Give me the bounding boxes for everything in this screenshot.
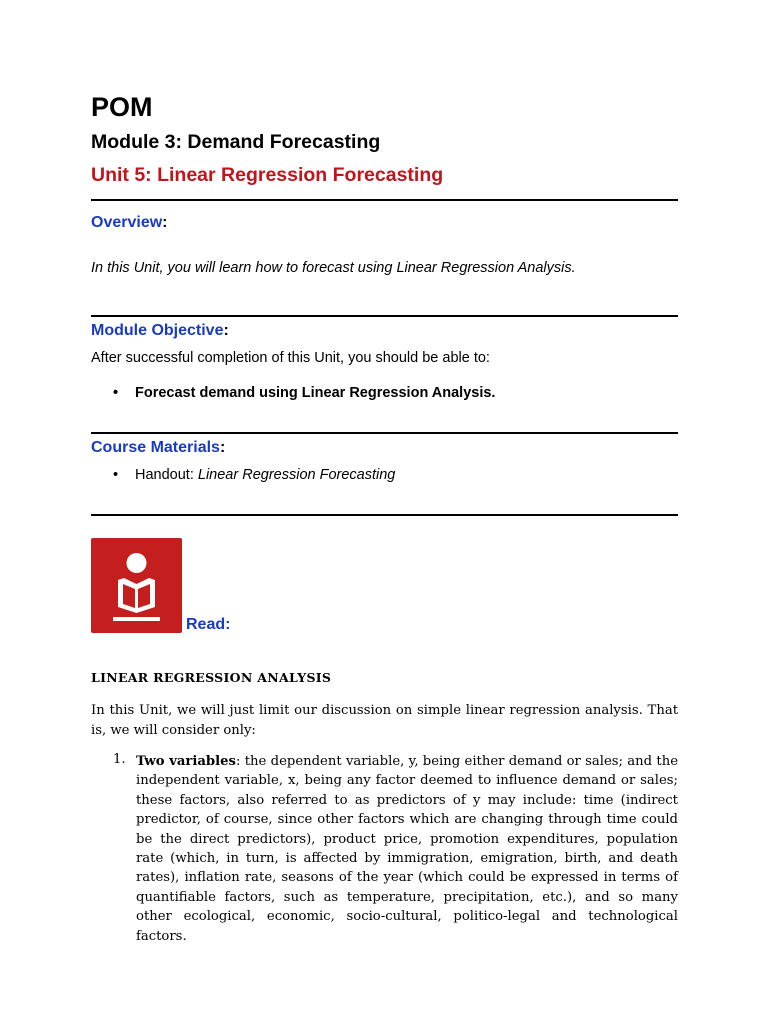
article-heading: LINEAR REGRESSION ANALYSIS — [91, 670, 332, 685]
objective-item: Forecast demand using Linear Regression Analysis. — [135, 385, 496, 401]
bullet-icon: • — [113, 385, 119, 401]
list-term: Two variables — [136, 754, 236, 769]
module-title: Module 3: Demand Forecasting — [91, 131, 381, 153]
unit-title: Unit 5: Linear Regression Forecasting — [91, 164, 444, 186]
materials-heading: Course Materials: — [91, 439, 226, 456]
divider — [91, 199, 678, 201]
materials-item: Handout: Linear Regression Forecasting — [135, 467, 396, 483]
bullet-icon: • — [113, 467, 119, 483]
objective-intro: After successful completion of this Unit, you should be able to: — [91, 350, 490, 366]
list-number: 1. — [113, 752, 126, 767]
reading-person-icon — [91, 538, 182, 633]
objective-heading: Module Objective: — [91, 322, 229, 339]
read-label: Read: — [186, 616, 231, 633]
overview-heading: Overview: — [91, 214, 168, 231]
divider — [91, 514, 678, 516]
list-text: : the dependent variable, y, being either demand or sales; and the independent variable, x, being any factor deemed to influence demand or sales; these factors, also referred to as predictors of y may include: time (indirect predictor, of course, since other factors which are changing through time could be the direct predictors), product price, promotion expenditures, population rate (which, in turn, is affected by immigration, emigration, birth, and death rates), inflation rate, seasons of the year (which could be expressed in terms of quantifiable factors, such as temperature, precipitation, etc.), and so many other ecological, economic, socio-cultural, politico-legal and technological factors. — [136, 754, 679, 944]
article-intro: In this Unit, we will just limit our discussion on simple linear regression analysis. That is, we will consider only: — [91, 703, 678, 738]
handout-title: Linear Regression Forecasting — [197, 467, 396, 483]
divider — [91, 315, 678, 317]
overview-text: In this Unit, you will learn how to forecast using Linear Regression Analysis. — [91, 260, 576, 276]
divider — [91, 432, 678, 434]
list-item-body — [136, 752, 678, 946]
document-title: POM — [91, 92, 153, 122]
